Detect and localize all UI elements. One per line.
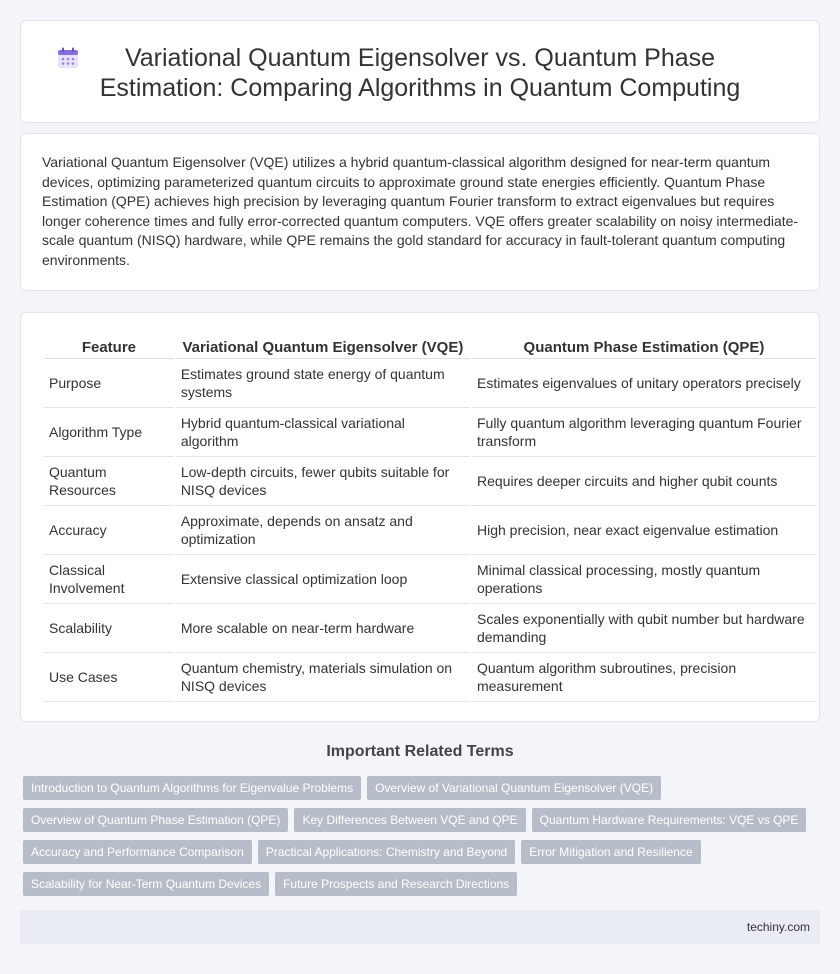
header-qpe: Quantum Phase Estimation (QPE): [472, 333, 816, 359]
table-row: [44, 653, 816, 702]
related-term-link[interactable]: Practical Applications: Chemistry and Beyond: [258, 840, 515, 864]
intro-card: [20, 133, 820, 291]
table-row: [44, 604, 816, 653]
qpe-cell: Fully quantum algorithm leveraging quantum Fourier transform: [472, 408, 816, 457]
table-row: [44, 506, 816, 555]
qpe-cell: Minimal classical processing, mostly quantum operations: [472, 555, 816, 604]
feature-cell: Quantum Resources: [44, 457, 174, 506]
related-term-link[interactable]: Future Prospects and Research Directions: [275, 872, 517, 896]
qpe-cell: High precision, near exact eigenvalue estimation: [472, 506, 816, 555]
comparison-table: [42, 333, 818, 702]
header-vqe: Variational Quantum Eigensolver (VQE): [176, 333, 470, 359]
vqe-cell: Estimates ground state energy of quantum systems: [176, 359, 470, 408]
feature-cell: Scalability: [44, 604, 174, 653]
feature-cell: Purpose: [44, 359, 174, 408]
vqe-cell: More scalable on near-term hardware: [176, 604, 470, 653]
table-header-row: [44, 333, 816, 359]
related-term-link[interactable]: Key Differences Between VQE and QPE: [294, 808, 525, 832]
related-term-link[interactable]: Quantum Hardware Requirements: VQE vs QPE: [532, 808, 807, 832]
feature-cell: Accuracy: [44, 506, 174, 555]
header-feature: Feature: [44, 333, 174, 359]
vqe-cell: Approximate, depends on ansatz and optimization: [176, 506, 470, 555]
related-term-link[interactable]: Overview of Quantum Phase Estimation (QPE): [23, 808, 288, 832]
qpe-cell: Quantum algorithm subroutines, precision measurement: [472, 653, 816, 702]
qpe-cell: Estimates eigenvalues of unitary operators precisely: [472, 359, 816, 408]
qpe-cell: Requires deeper circuits and higher qubit counts: [472, 457, 816, 506]
related-terms-heading: Important Related Terms: [326, 743, 514, 760]
tag-row: [23, 840, 823, 864]
related-term-link[interactable]: Overview of Variational Quantum Eigensolver (VQE): [367, 776, 661, 800]
comparison-table-card: [20, 312, 820, 722]
table-row: [44, 359, 816, 408]
tag-row: [23, 872, 823, 896]
vqe-cell: Hybrid quantum-classical variational algorithm: [176, 408, 470, 457]
related-term-link[interactable]: Error Mitigation and Resilience: [521, 840, 700, 864]
table-row: [44, 408, 816, 457]
related-term-link[interactable]: Accuracy and Performance Comparison: [23, 840, 252, 864]
footer-site-link[interactable]: techiny.com: [746, 920, 810, 934]
related-term-link[interactable]: Introduction to Quantum Algorithms for Eigenvalue Problems: [23, 776, 361, 800]
page-title: Variational Quantum Eigensolver vs. Quantum Phase Estimation: Comparing Algorithms in Quantum Computing: [99, 44, 741, 102]
related-terms-list: [23, 776, 823, 904]
feature-cell: Classical Involvement: [44, 555, 174, 604]
vqe-cell: Low-depth circuits, fewer qubits suitable for NISQ devices: [176, 457, 470, 506]
intro-paragraph: Variational Quantum Eigensolver (VQE) utilizes a hybrid quantum-classical algorithm designed for near-term quantum devices, optimizing parameterized quantum circuits to approximate ground state energies efficiently. Quantum Phase Estimation (QPE) achieves high precision by leveraging quantum Fourier transform to extract eigenvalues but requires longer coherence times and fully error-corrected quantum computers. VQE offers greater scalability on noisy intermediate-scale quantum (NISQ) hardware, while QPE remains the gold standard for accuracy in fault-tolerant quantum computing environments.: [42, 154, 799, 268]
table-row: [44, 457, 816, 506]
feature-cell: Algorithm Type: [44, 408, 174, 457]
tag-row: [23, 776, 823, 800]
tag-row: [23, 808, 823, 832]
qpe-cell: Scales exponentially with qubit number but hardware demanding: [472, 604, 816, 653]
vqe-cell: Extensive classical optimization loop: [176, 555, 470, 604]
related-term-link[interactable]: Scalability for Near-Term Quantum Devices: [23, 872, 269, 896]
table-row: [44, 555, 816, 604]
footer: [20, 910, 820, 944]
header-card: [20, 20, 820, 123]
vqe-cell: Quantum chemistry, materials simulation on NISQ devices: [176, 653, 470, 702]
feature-cell: Use Cases: [44, 653, 174, 702]
